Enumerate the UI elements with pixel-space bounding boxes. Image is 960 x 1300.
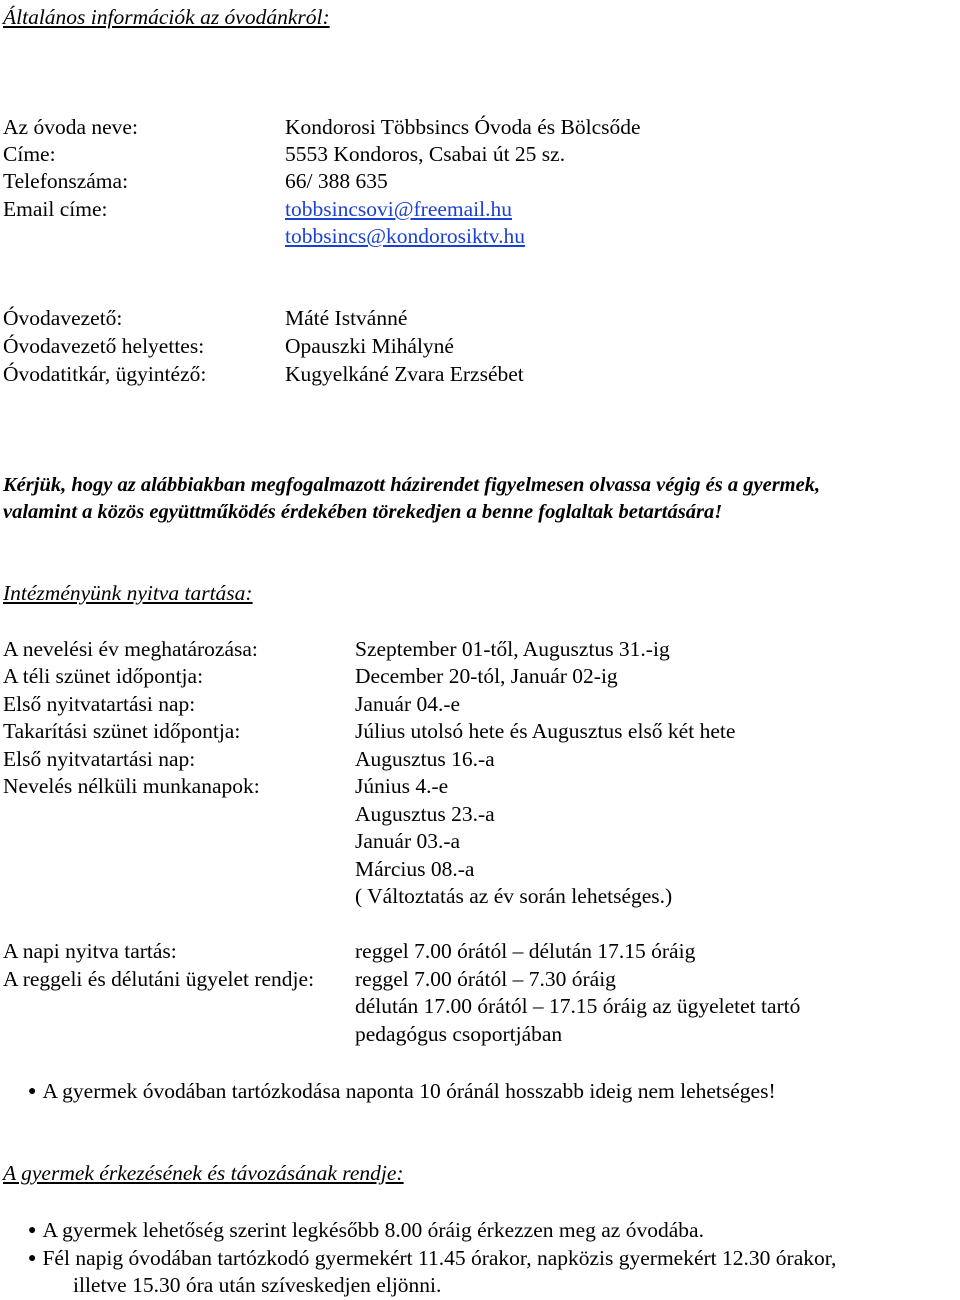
kindergarten-name-label: Az óvoda neve: [3, 115, 138, 139]
bullet-icon: ● [28, 1084, 37, 1099]
duty-value: reggel 7.00 órától – 7.30 óráig [355, 967, 616, 991]
schedule-value: Július utolsó hete és Augusztus első két hete [355, 719, 736, 743]
notice-line-2: valamint a közös együttműködés érdekében törekedjen a benne foglaltak betartására! [3, 501, 723, 523]
bullet-icon: ● [28, 1223, 37, 1238]
schedule-value: Január 04.-e [355, 692, 461, 716]
secretary-label: Óvodatitkár, ügyintéző: [3, 362, 207, 386]
email-label: Email címe: [3, 197, 108, 221]
duty-label: A reggeli és délutáni ügyelet rendje: [3, 967, 315, 991]
section-heading-arrival: A gyermek érkezésének és távozásának rendje: [3, 1161, 404, 1185]
workday-date: Március 08.-a [355, 857, 475, 881]
schedule-value: Június 4.-e [355, 774, 449, 798]
email-link-freemail[interactable]: tobbsincsovi@freemail.hu [285, 197, 512, 221]
email-link-kondorosiktv[interactable]: tobbsincs@kondorosiktv.hu [285, 224, 525, 248]
workday-date: Január 03.-a [355, 829, 461, 853]
schedule-label: Nevelés nélküli munkanapok: [3, 774, 260, 798]
secretary-value: Kugyelkáné Zvara Erzsébet [285, 362, 524, 386]
schedule-label: Takarítási szünet időpontja: [3, 719, 241, 743]
schedule-value: December 20-tól, Január 02-ig [355, 664, 618, 688]
address-value: 5553 Kondoros, Csabai út 25 sz. [285, 142, 566, 166]
duty-value: délután 17.00 órától – 17.15 óráig az ügyeletet tartó [355, 994, 801, 1018]
bullet-continuation: illetve 15.30 óra után szíveskedjen eljönni. [73, 1273, 442, 1297]
address-label: Címe: [3, 142, 56, 166]
bullet-item [28, 1078, 776, 1108]
deputy-value: Opauszki Mihályné [285, 334, 454, 358]
bullet-icon: ● [28, 1251, 37, 1266]
bullet-item [28, 1217, 704, 1247]
duty-value: pedagógus csoportjában [355, 1022, 563, 1046]
section-heading-opening-hours: Intézményünk nyitva tartása: [3, 581, 253, 605]
phone-value: 66/ 388 635 [285, 169, 388, 193]
bullet-text: A gyermek óvodában tartózkodása naponta 10 óránál hosszabb ideig nem lehetséges! [42, 1079, 776, 1103]
bullet-item [28, 1245, 836, 1275]
schedule-label: Első nyitvatartási nap: [3, 692, 196, 716]
schedule-value: Szeptember 01-től, Augusztus 31.-ig [355, 637, 670, 661]
schedule-value: Augusztus 16.-a [355, 747, 495, 771]
daily-open-label: A napi nyitva tartás: [3, 939, 177, 963]
bullet-text: Fél napig óvodában tartózkodó gyermekért 11.45 órakor, napközis gyermekért 12.30 órakor, [42, 1246, 837, 1270]
workday-note: ( Változtatás az év során lehetséges.) [355, 884, 673, 908]
bullet-text: A gyermek lehetőség szerint legkésőbb 8.00 óráig érkezzen meg az óvodába. [42, 1218, 704, 1242]
phone-label: Telefonszáma: [3, 169, 129, 193]
schedule-label: A téli szünet időpontja: [3, 664, 204, 688]
head-label: Óvodavezető: [3, 306, 123, 330]
notice-line-1: Kérjük, hogy az alábbiakban megfogalmazott házirendet figyelmesen olvassa végig és a gyermek, [3, 474, 821, 496]
head-value: Máté Istvánné [285, 306, 408, 330]
section-heading-general-info: Általános információk az óvodánkról: [3, 5, 330, 29]
deputy-label: Óvodavezető helyettes: [3, 334, 205, 358]
workday-date: Augusztus 23.-a [355, 802, 495, 826]
schedule-label: A nevelési év meghatározása: [3, 637, 258, 661]
kindergarten-name-value: Kondorosi Többsincs Óvoda és Bölcsőde [285, 115, 641, 139]
schedule-label: Első nyitvatartási nap: [3, 747, 196, 771]
daily-open-value: reggel 7.00 órától – délután 17.15 óráig [355, 939, 696, 963]
